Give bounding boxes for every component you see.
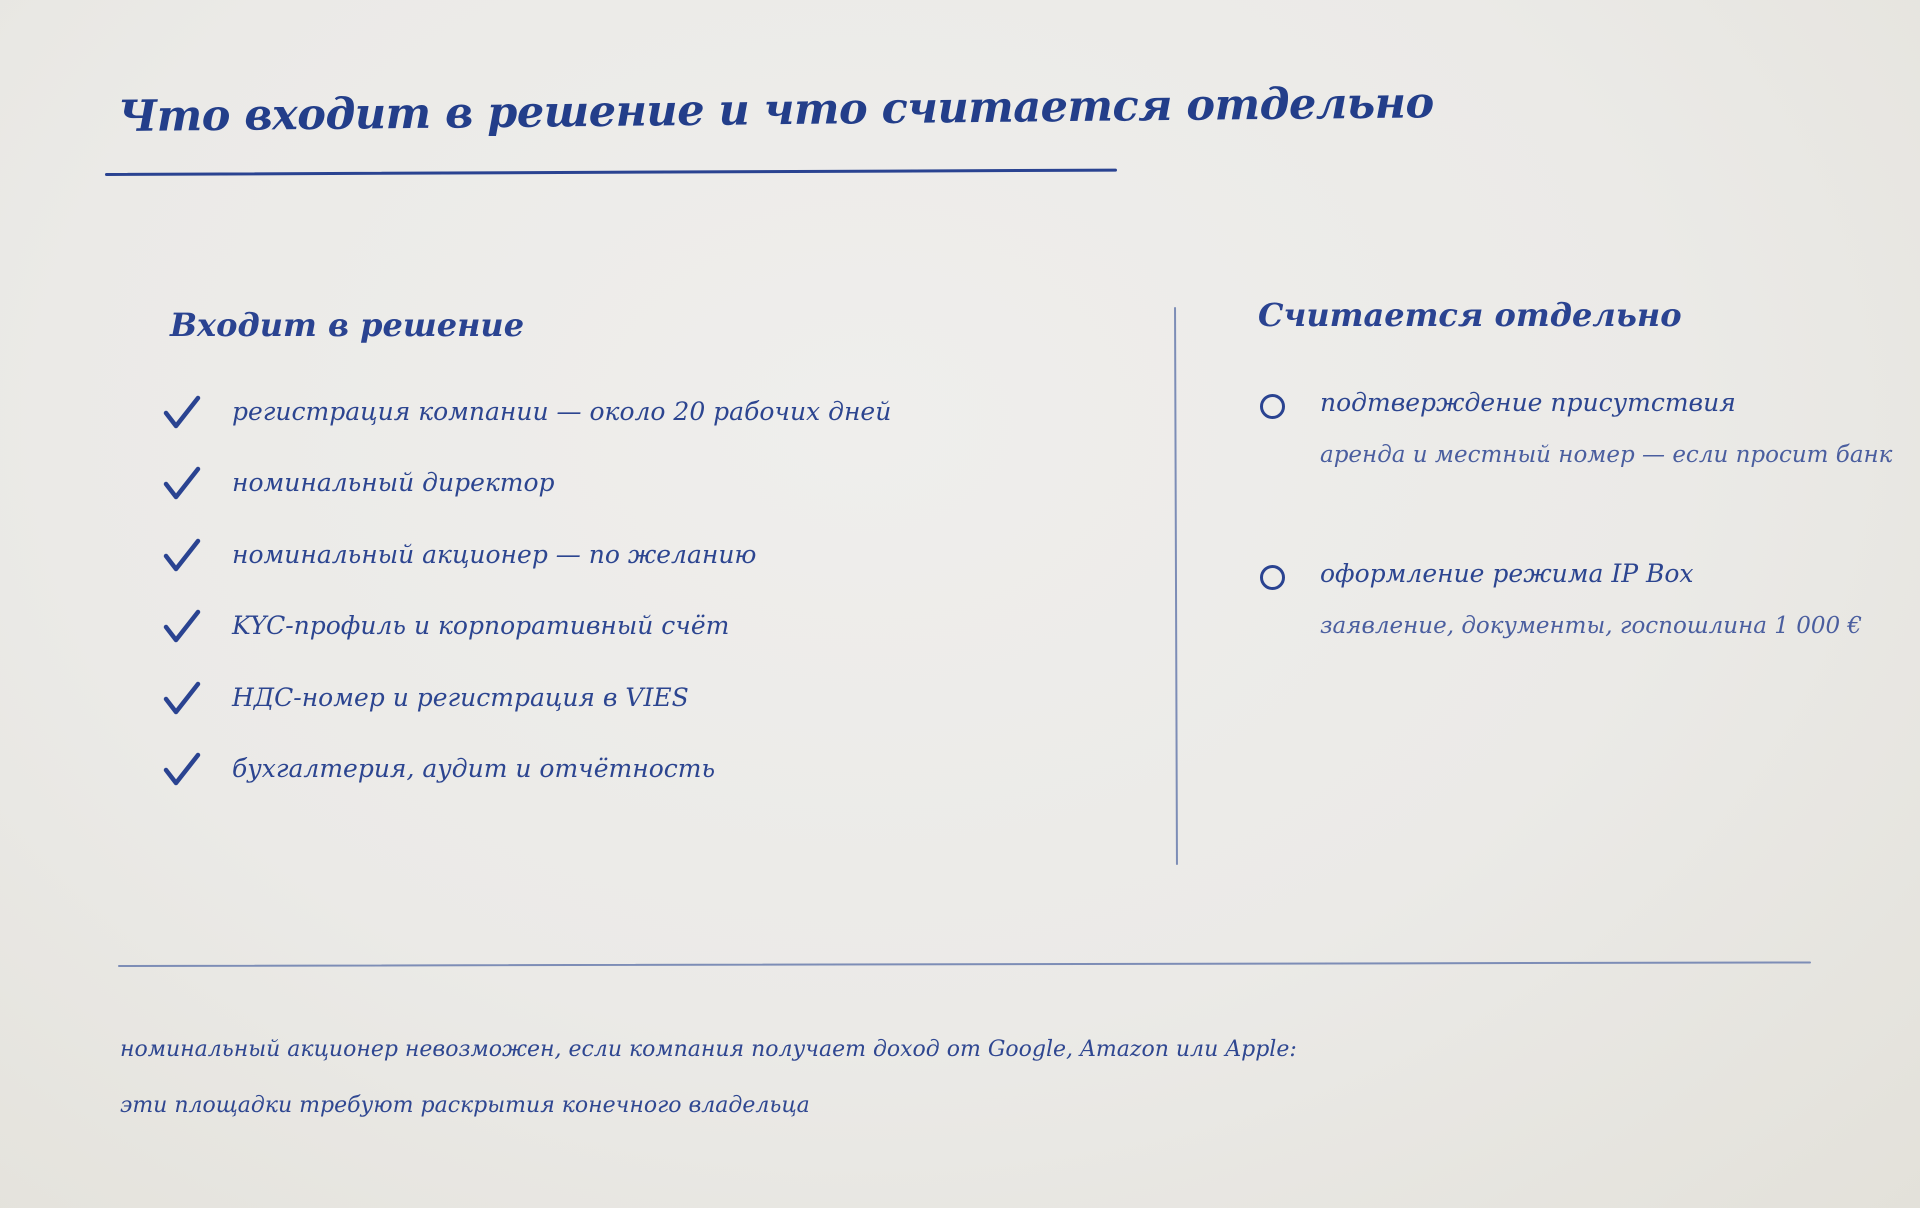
check-icon [162,393,204,433]
check-icon [162,679,204,719]
page-title: Что входит в решение и что считается отдельно [117,78,1434,142]
footnote-line: номинальный акционер невозможен, если компания получает доход от Google, Amazon или Apple: [120,1037,1297,1062]
separate-heading: Считается отдельно [1258,296,1682,334]
check-icon [162,750,204,790]
column-divider [1174,307,1178,865]
circle-icon [1260,565,1285,590]
check-icon [162,536,204,576]
list-item-label: номинальный директор [232,468,555,498]
list-item [162,393,891,464]
list-item [162,679,891,750]
list-item [162,536,891,607]
list-item [162,750,891,821]
list-item-label: номинальный акционер — по желанию [232,539,757,569]
list-item-title: оформление режима IP Box [1320,559,1694,588]
list-item-note: аренда и местный номер — если просит банк [1320,442,1893,468]
list-item-note: заявление, документы, госпошлина 1 000 € [1320,613,1863,639]
list-item-label: регистрация компании — около 20 рабочих дней [232,397,892,426]
circle-icon [1260,394,1285,419]
list-item-label: KYC-профиль и корпоративный счёт [232,611,730,641]
included-heading: Входит в решение [170,306,525,344]
list-item-title: подтверждение присутствия [1320,388,1736,417]
included-list [162,393,891,821]
check-icon [162,607,204,647]
list-item-label: НДС-номер и регистрация в VIES [232,682,689,712]
list-item [162,607,891,678]
list-item-label: бухгалтерия, аудит и отчётность [232,753,716,783]
list-item [162,464,891,535]
footer-divider [118,961,1811,967]
footnote-line: эти площадки требуют раскрытия конечного владельца [120,1093,810,1118]
footnote [120,1022,1297,1134]
check-icon [162,464,204,504]
title-underline [105,169,1117,176]
